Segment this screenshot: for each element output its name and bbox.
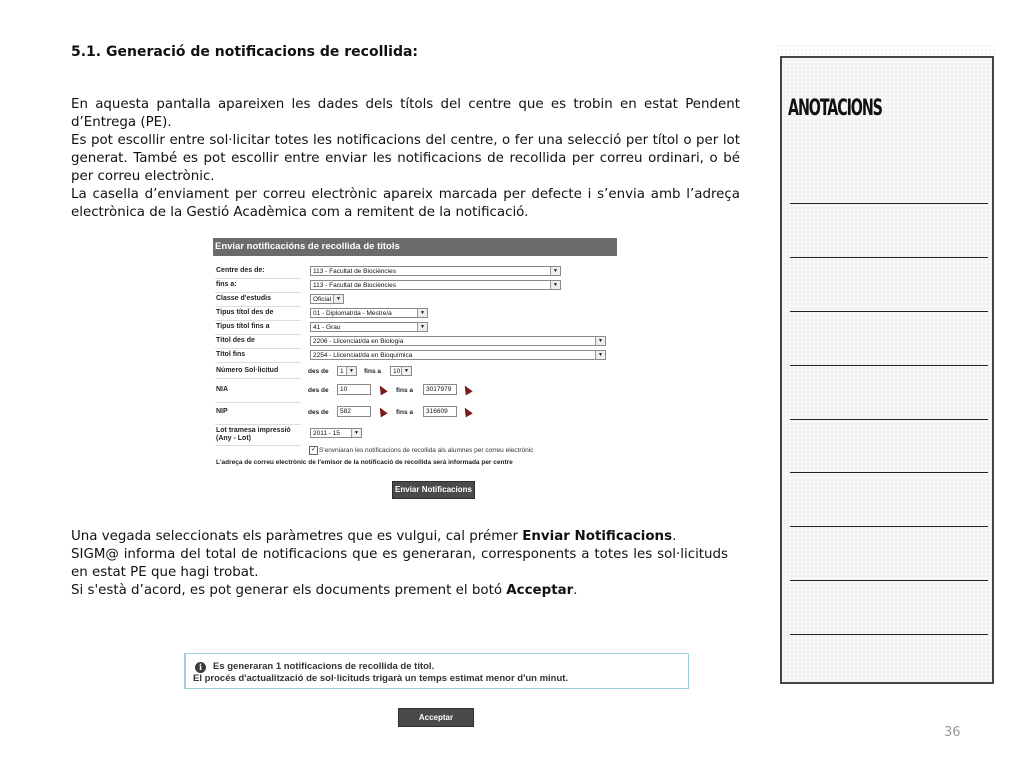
row-titol-des bbox=[213, 335, 617, 348]
label-titol-des: Títol des de bbox=[216, 337, 255, 344]
pointer-cursor-icon bbox=[461, 384, 472, 396]
email-sender-note: L'adreça de correu electrònic de l'emisor de la notificació de recollida serà informada per centre bbox=[216, 459, 513, 466]
section-heading: 5.1. Generació de notificacions de recollida: bbox=[71, 44, 419, 60]
dropdown-arrow-icon: ▼ bbox=[401, 367, 411, 375]
input-nip-fins[interactable]: 316609 bbox=[423, 406, 457, 417]
email-checkbox[interactable]: ✓ bbox=[310, 447, 317, 453]
note-line bbox=[790, 419, 988, 420]
select-centre-fins[interactable]: 113 - Facultat de Biociències ▼ bbox=[310, 280, 561, 290]
label-des-de: des de bbox=[308, 368, 329, 375]
label-nip: NIP bbox=[216, 408, 228, 415]
row-classe bbox=[213, 293, 617, 306]
row-tipus-des bbox=[213, 307, 617, 320]
intro-paragraph-3: La casella d’enviament per correu electrònic apareix marcada per defecte i s’envia amb l’adreça electrònica de la Gestió Acadèmica com a remitent de la notificació. bbox=[71, 187, 740, 220]
intro-paragraph-2: Es pot escollir entre sol·licitar totes les notificacions del centre, o fer una selecció per títol o per lot generat. També es pot escollir entre enviar les notificacions de recollida per correu ordinari, o bé per correu electrònic. bbox=[71, 133, 740, 184]
label-fins-a: fins a bbox=[396, 387, 413, 394]
select-num-des[interactable]: 1 ▼ bbox=[337, 366, 357, 376]
label-classe: Classe d'estudis bbox=[216, 295, 271, 302]
note-line bbox=[790, 472, 988, 473]
select-titol-fins[interactable]: 2254 - Llicenciat/da en Bioquímica ▼ bbox=[310, 350, 606, 360]
select-classe[interactable]: Oficial ▼ bbox=[310, 294, 344, 304]
label-tipus-des: Tipus títol des de bbox=[216, 309, 274, 316]
label-centre-des: Centre des de: bbox=[216, 267, 265, 274]
pointer-cursor-icon bbox=[376, 384, 387, 396]
dropdown-arrow-icon: ▼ bbox=[351, 429, 361, 437]
dropdown-arrow-icon: ▼ bbox=[346, 367, 356, 375]
select-tipus-des[interactable]: 01 - Diplomat/da - Mestre/a ▼ bbox=[310, 308, 428, 318]
note-line bbox=[790, 580, 988, 581]
instructions-line-1: Una vegada seleccionats els paràmetres que es vulgui, cal prémer Enviar Notificacions. bbox=[71, 529, 677, 544]
label-des-de: des de bbox=[308, 387, 329, 394]
email-checkbox-label: S'envniaran les notificacions de recollida als alumnes per correu electrònic bbox=[319, 447, 534, 454]
label-fins-a: fins a bbox=[364, 368, 381, 375]
form-title: Enviar notificacións de recollida de títols bbox=[213, 238, 617, 256]
row-num-sol bbox=[213, 365, 617, 378]
input-nia-fins[interactable]: 3017979 bbox=[423, 384, 457, 395]
label-des-de: des de bbox=[308, 409, 329, 416]
label-tipus-fins: Tipus títol fins a bbox=[216, 323, 270, 330]
label-titol-fins: Títol fins bbox=[216, 351, 246, 358]
notes-panel-top-edge bbox=[776, 44, 996, 56]
dropdown-arrow-icon: ▼ bbox=[417, 323, 427, 331]
instructions-line-2: SIGM@ informa del total de notificacions que es generaran, corresponents a totes les sol·licituds en estat PE que hagi trobat. bbox=[71, 547, 728, 580]
dropdown-arrow-icon: ▼ bbox=[595, 337, 605, 345]
row-titol-fins bbox=[213, 349, 617, 362]
info-message-line-2: El procés d'actualització de sol·licituds trigarà un temps estimat menor d'un minut. bbox=[193, 673, 569, 684]
pointer-cursor-icon bbox=[376, 406, 387, 418]
select-num-fins[interactable]: 10 ▼ bbox=[390, 366, 412, 376]
send-notifications-button[interactable]: Enviar Notificacions bbox=[392, 481, 475, 499]
page-number: 36 bbox=[944, 725, 961, 740]
dropdown-arrow-icon: ▼ bbox=[550, 267, 560, 275]
note-line bbox=[790, 203, 988, 204]
intro-paragraph-1: En aquesta pantalla apareixen les dades dels títols del centre que es trobin en estat Pendent d’Entrega (PE). bbox=[71, 97, 740, 130]
dropdown-arrow-icon: ▼ bbox=[333, 295, 343, 303]
note-line bbox=[790, 257, 988, 258]
info-icon: i bbox=[195, 662, 206, 673]
label-nia: NIA bbox=[216, 386, 229, 393]
row-lot bbox=[213, 425, 617, 445]
dropdown-arrow-icon: ▼ bbox=[595, 351, 605, 359]
label-centre-fins: fins a: bbox=[216, 281, 237, 288]
annotations-panel bbox=[780, 56, 994, 684]
instructions-line-3: Si s'està d’acord, es pot generar els documents prement el botó Acceptar. bbox=[71, 583, 578, 598]
instructions-text bbox=[71, 528, 728, 600]
label-num-sol: Número Sol·licitud bbox=[216, 367, 279, 374]
select-tipus-fins[interactable]: 41 - Grau ▼ bbox=[310, 322, 428, 332]
note-line bbox=[790, 365, 988, 366]
select-centre-des[interactable]: 113 - Facultat de Biociències ▼ bbox=[310, 266, 561, 276]
select-titol-des[interactable]: 2206 - Llicenciat/da en Biologia ▼ bbox=[310, 336, 606, 346]
dropdown-arrow-icon: ▼ bbox=[417, 309, 427, 317]
row-nia bbox=[213, 382, 617, 402]
select-lot[interactable]: 2011 - 15 ▼ bbox=[310, 428, 362, 438]
dropdown-arrow-icon: ▼ bbox=[550, 281, 560, 289]
row-nip bbox=[213, 404, 617, 424]
note-line bbox=[790, 526, 988, 527]
input-nia-des[interactable]: 10 bbox=[337, 384, 371, 395]
note-line bbox=[790, 634, 988, 635]
row-tipus-fins bbox=[213, 321, 617, 334]
intro-text bbox=[71, 96, 740, 222]
accept-button[interactable]: Acceptar bbox=[398, 708, 474, 727]
label-lot: Lot tramesa impressió (Any - Lot) bbox=[216, 427, 291, 442]
row-centre-fins bbox=[213, 279, 617, 292]
note-line bbox=[790, 311, 988, 312]
row-centre-des bbox=[213, 265, 617, 278]
info-message-box bbox=[184, 653, 689, 689]
notification-form-screenshot bbox=[213, 238, 617, 470]
annotations-title: ANOTACIONS bbox=[788, 96, 882, 121]
pointer-cursor-icon bbox=[461, 406, 472, 418]
input-nip-des[interactable]: 582 bbox=[337, 406, 371, 417]
info-message-line-1: Es generaran 1 notificacions de recollida de títol. bbox=[213, 661, 435, 672]
label-fins-a: fins a bbox=[396, 409, 413, 416]
